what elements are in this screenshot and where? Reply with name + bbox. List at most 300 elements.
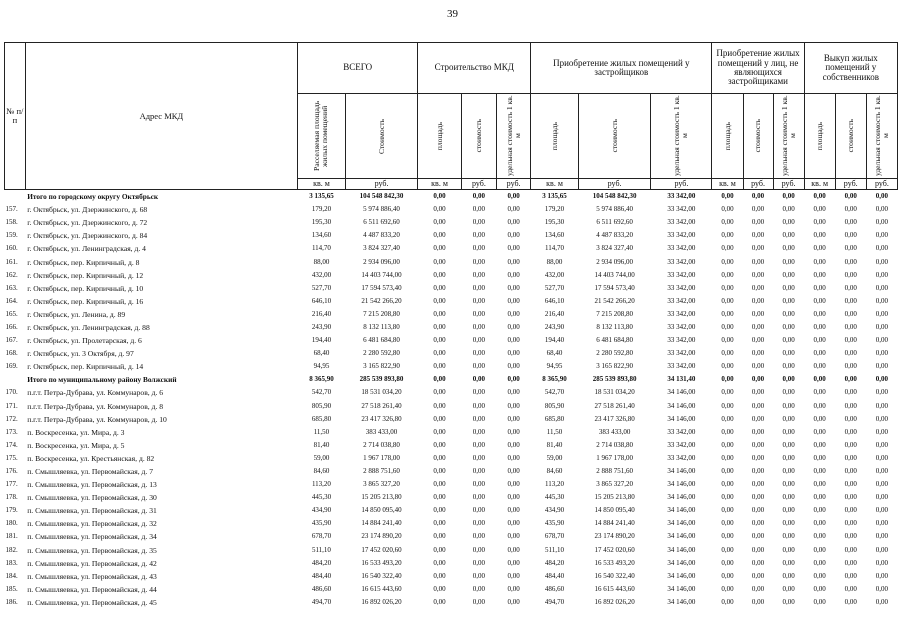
value-cell: 0,00 [813,453,826,462]
row-address: п. Смышляевка, ул. Первомайская, д. 31 [27,506,157,516]
value-cell: 33 342,00 [667,336,696,345]
value-cell: 0,00 [782,467,795,476]
value-cell: 0,00 [875,231,888,240]
value-cell: 0,00 [472,270,486,279]
value-cell: 0,00 [433,322,446,331]
table-row [5,282,898,295]
header-sub: удельная стоимость 1 кв. м [651,94,712,179]
value-cell: 0,00 [472,283,486,292]
value-cell: 0,00 [721,322,734,331]
value-cell: 34 146,00 [667,584,696,593]
unit-header: руб. [651,179,712,190]
value-cell: 0,00 [507,270,520,279]
value-cell: 0,00 [875,506,888,515]
value-cell: 0,00 [721,205,734,214]
table-row [5,308,898,321]
value-cell: 0,00 [813,205,826,214]
value-cell: 1 967 178,00 [596,453,633,462]
value-cell: 0,00 [433,493,446,502]
value-cell: 1 967 178,00 [363,453,400,462]
value-cell: 0,00 [844,375,857,384]
value-cell: 0,00 [507,545,520,554]
value-cell: 0,00 [875,440,888,449]
unit-header: руб. [578,179,651,190]
value-cell: 33 342,00 [667,362,696,371]
value-cell: 3 135,65 [542,192,567,201]
value-cell: 0,00 [472,453,486,462]
value-cell: 11,50 [313,427,330,436]
table-row [5,334,898,347]
value-cell: 0,00 [721,231,734,240]
value-cell: 0,00 [433,401,446,410]
value-cell: 34 146,00 [667,467,696,476]
row-number: 176. [5,467,18,476]
value-cell: 0,00 [813,270,826,279]
value-cell: 0,00 [844,427,857,436]
value-cell: 0,00 [751,270,765,279]
value-cell: 0,00 [875,218,888,227]
row-address: п. Смышляевка, ул. Первомайская, д. 7 [27,467,153,477]
value-cell: 0,00 [433,244,446,253]
value-cell: 81,40 [546,440,563,449]
value-cell: 0,00 [433,440,446,449]
value-cell: 6 481 684,80 [363,336,400,345]
value-cell: 0,00 [751,453,765,462]
value-cell: 0,00 [782,349,795,358]
value-cell: 0,00 [813,467,826,476]
value-cell: 6 511 692,60 [363,218,400,227]
value-cell: 0,00 [782,571,795,580]
value-cell: 805,90 [544,401,565,410]
value-cell: 0,00 [433,205,446,214]
value-cell: 0,00 [751,532,765,541]
value-cell: 0,00 [507,375,520,384]
value-cell: 0,00 [721,493,734,502]
value-cell: 14 403 744,00 [594,270,635,279]
value-cell: 0,00 [472,597,486,606]
value-cell: 0,00 [813,283,826,292]
value-cell: 0,00 [813,231,826,240]
value-cell: 511,10 [545,545,565,554]
value-cell: 0,00 [472,296,486,305]
row-number: 175. [5,453,18,462]
value-cell: 34 146,00 [667,414,696,423]
row-number: 168. [5,349,18,358]
unit-header: руб. [497,179,531,190]
unit-header: кв. м [712,179,743,190]
value-cell: 678,70 [311,532,332,541]
value-cell: 3 165 822,90 [363,362,400,371]
value-cell: 0,00 [472,571,486,580]
value-cell: 0,00 [433,336,446,345]
value-cell: 0,00 [433,270,446,279]
value-cell: 23 174 890,20 [361,532,402,541]
value-cell: 0,00 [844,493,857,502]
value-cell: 0,00 [782,388,795,397]
value-cell: 2 280 592,80 [596,349,633,358]
value-cell: 0,00 [813,257,826,266]
value-cell: 0,00 [782,584,795,593]
value-cell: 33 342,00 [667,205,696,214]
row-number: 185. [5,584,18,593]
value-cell: 0,00 [844,309,857,318]
subtotal-row [5,373,898,386]
table-row [5,583,898,596]
row-number: 167. [5,336,18,345]
value-cell: 179,20 [311,205,332,214]
value-cell: 0,00 [844,244,857,253]
value-cell: 0,00 [721,283,734,292]
row-address: п. Смышляевка, ул. Первомайская, д. 35 [27,545,157,555]
value-cell: 16 540 322,40 [594,571,635,580]
table-row [5,517,898,530]
row-address: п. Смышляевка, ул. Первомайская, д. 30 [27,493,157,503]
value-cell: 2 934 096,00 [596,257,633,266]
value-cell: 0,00 [813,440,826,449]
row-address: г. Октябрьск, ул. Дзержинского, д. 84 [27,231,148,241]
unit-header: руб. [743,179,773,190]
value-cell: 0,00 [507,388,520,397]
value-cell: 0,00 [507,401,520,410]
value-cell: 0,00 [721,296,734,305]
value-cell: 0,00 [782,283,795,292]
value-cell: 0,00 [472,231,486,240]
value-cell: 685,80 [544,414,565,423]
value-cell: 0,00 [813,532,826,541]
value-cell: 18 531 034,20 [594,388,635,397]
table-row [5,386,898,399]
header-sub: удельная стоимость 1 кв. м [497,94,531,179]
value-cell: 134,60 [544,231,565,240]
value-cell: 0,00 [813,597,826,606]
value-cell: 0,00 [844,506,857,515]
value-cell: 3 135,65 [309,192,334,201]
value-cell: 34 146,00 [667,388,696,397]
row-address: г. Октябрьск, ул. Дзержинского, д. 72 [27,218,148,228]
row-address: г. Октябрьск, пер. Кирпичный, д. 16 [27,296,144,306]
value-cell: 0,00 [721,218,734,227]
value-cell: 0,00 [472,205,486,214]
row-address: п. Воскресенка, ул. Крестьянская, д. 82 [27,453,155,463]
value-cell: 685,80 [311,414,332,423]
value-cell: 14 884 241,40 [361,519,402,528]
value-cell: 0,00 [721,571,734,580]
value-cell: 0,00 [875,545,888,554]
value-cell: 0,00 [782,336,795,345]
value-cell: 0,00 [751,218,765,227]
value-cell: 434,90 [311,506,332,515]
value-cell: 0,00 [433,414,446,423]
value-cell: 0,00 [844,218,857,227]
value-cell: 104 548 842,30 [359,192,404,201]
value-cell: 34 146,00 [667,571,696,580]
row-number: 184. [5,571,18,580]
value-cell: 0,00 [472,506,486,515]
value-cell: 285 539 893,80 [359,375,404,384]
value-cell: 0,00 [813,401,826,410]
value-cell: 8 365,90 [309,375,334,384]
value-cell: 17 594 573,40 [594,283,635,292]
value-cell: 8 365,90 [542,375,567,384]
value-cell: 0,00 [507,506,520,515]
row-number: 179. [5,506,18,515]
value-cell: 0,00 [813,322,826,331]
value-cell: 0,00 [472,388,486,397]
value-cell: 7 215 208,80 [596,309,633,318]
value-cell: 0,00 [721,401,734,410]
value-cell: 33 342,00 [667,427,696,436]
value-cell: 0,00 [507,414,520,423]
row-address: г. Октябрьск, ул. 3 Октября, д. 97 [27,349,134,359]
value-cell: 435,90 [544,519,565,528]
value-cell: 0,00 [751,362,765,371]
value-cell: 0,00 [875,336,888,345]
row-address: п. Смышляевка, ул. Первомайская, д. 42 [27,558,157,568]
value-cell: 17 594 573,40 [361,283,402,292]
row-number: 181. [5,532,18,541]
value-cell: 23 174 890,20 [594,532,635,541]
value-cell: 34 146,00 [667,532,696,541]
value-cell: 435,90 [311,519,332,528]
row-number: 173. [5,427,18,436]
value-cell: 68,40 [313,349,330,358]
value-cell: 0,00 [507,231,520,240]
value-cell: 0,00 [844,231,857,240]
value-cell: 0,00 [721,532,734,541]
value-cell: 0,00 [782,205,795,214]
value-cell: 0,00 [433,257,446,266]
value-cell: 0,00 [751,205,765,214]
value-cell: 33 342,00 [667,309,696,318]
value-cell: 0,00 [751,192,765,201]
value-cell: 0,00 [782,218,795,227]
value-cell: 0,00 [751,244,765,253]
row-address: г. Октябрьск, ул. Ленинградская, д. 88 [27,322,150,332]
value-cell: 0,00 [721,480,734,489]
value-cell: 0,00 [875,401,888,410]
value-cell: 59,00 [313,453,330,462]
value-cell: 0,00 [844,545,857,554]
value-cell: 527,70 [311,283,332,292]
value-cell: 0,00 [433,309,446,318]
value-cell: 33 342,00 [667,322,696,331]
value-cell: 0,00 [751,336,765,345]
value-cell: 14 403 744,00 [361,270,402,279]
value-cell: 0,00 [433,231,446,240]
value-cell: 0,00 [472,467,486,476]
value-cell: 0,00 [844,349,857,358]
value-cell: 0,00 [472,401,486,410]
unit-header: кв. м [804,179,835,190]
value-cell: 0,00 [751,427,765,436]
value-cell: 0,00 [472,584,486,593]
value-cell: 0,00 [751,309,765,318]
value-cell: 0,00 [472,192,486,201]
value-cell: 0,00 [875,558,888,567]
value-cell: 0,00 [472,440,486,449]
value-cell: 0,00 [813,296,826,305]
value-cell: 34 146,00 [667,493,696,502]
value-cell: 0,00 [751,375,765,384]
value-cell: 16 615 443,60 [594,584,635,593]
value-cell: 0,00 [844,467,857,476]
value-cell: 0,00 [472,414,486,423]
value-cell: 432,00 [311,270,332,279]
value-cell: 33 342,00 [667,231,696,240]
value-cell: 113,20 [545,480,565,489]
value-cell: 81,40 [313,440,330,449]
value-cell: 14 850 095,40 [594,506,635,515]
value-cell: 8 132 113,80 [596,322,633,331]
row-address: п. Воскресенка, ул. Мира, д. 5 [27,440,125,450]
value-cell: 0,00 [751,283,765,292]
value-cell: 0,00 [433,545,446,554]
value-cell: 18 531 034,20 [361,388,402,397]
value-cell: 34 146,00 [667,401,696,410]
value-cell: 0,00 [782,231,795,240]
value-cell: 16 540 322,40 [361,571,402,580]
row-number: 160. [5,244,18,253]
table-row [5,269,898,282]
table-row [5,478,898,491]
header-sub: стоимость [578,94,651,179]
value-cell: 0,00 [751,519,765,528]
value-cell: 0,00 [433,519,446,528]
table-row [5,413,898,426]
unit-header: руб. [835,179,866,190]
row-address: г. Октябрьск, пер. Кирпичный, д. 10 [27,283,144,293]
value-cell: 0,00 [813,519,826,528]
value-cell: 6 511 692,60 [596,218,633,227]
value-cell: 0,00 [875,205,888,214]
header-sub: площадь [418,94,462,179]
value-cell: 646,10 [311,296,332,305]
value-cell: 15 205 213,80 [594,493,635,502]
row-number: 178. [5,493,18,502]
value-cell: 0,00 [721,545,734,554]
value-cell: 14 850 095,40 [361,506,402,515]
value-cell: 0,00 [782,427,795,436]
value-cell: 0,00 [472,362,486,371]
value-cell: 243,90 [544,322,565,331]
value-cell: 0,00 [472,309,486,318]
table-row [5,426,898,439]
header-num: № п/п [5,43,26,190]
value-cell: 0,00 [721,519,734,528]
value-cell: 16 892 026,20 [361,597,402,606]
row-number: 164. [5,296,18,305]
value-cell: 0,00 [433,558,446,567]
value-cell: 0,00 [751,545,765,554]
housing-table [4,42,898,609]
value-cell: 646,10 [544,296,565,305]
row-number: 165. [5,309,18,318]
value-cell: 0,00 [507,493,520,502]
value-cell: 7 215 208,80 [363,309,400,318]
value-cell: 0,00 [433,388,446,397]
value-cell: 0,00 [433,480,446,489]
value-cell: 0,00 [721,375,734,384]
value-cell: 0,00 [875,597,888,606]
value-cell: 0,00 [844,597,857,606]
value-cell: 0,00 [721,244,734,253]
value-cell: 383 433,00 [365,427,398,436]
value-cell: 3 865 327,20 [596,480,633,489]
value-cell: 104 548 842,30 [592,192,637,201]
value-cell: 94,95 [313,362,330,371]
row-address: г. Октябрьск, пер. Кирпичный, д. 14 [27,362,144,372]
value-cell: 0,00 [751,296,765,305]
value-cell: 216,40 [544,309,565,318]
value-cell: 0,00 [813,218,826,227]
value-cell: 34 146,00 [667,558,696,567]
value-cell: 0,00 [875,349,888,358]
header-group-buyout: Выкуп жилых помещений у собственников [804,43,897,94]
value-cell: 285 539 893,80 [592,375,637,384]
value-cell: 678,70 [544,532,565,541]
value-cell: 0,00 [721,192,734,201]
row-address: г. Октябрьск, ул. Дзержинского, д. 68 [27,205,148,215]
value-cell: 0,00 [507,283,520,292]
value-cell: 0,00 [472,322,486,331]
value-cell: 0,00 [507,584,520,593]
value-cell: 3 824 327,40 [363,244,400,253]
value-cell: 0,00 [507,336,520,345]
value-cell: 33 342,00 [667,244,696,253]
row-number: 163. [5,283,18,292]
value-cell: 0,00 [875,375,888,384]
value-cell: 0,00 [844,440,857,449]
row-number: 174. [5,440,18,449]
value-cell: 33 342,00 [667,218,696,227]
value-cell: 179,20 [544,205,565,214]
row-number: 157. [5,205,18,214]
value-cell: 195,30 [544,218,565,227]
value-cell: 0,00 [751,467,765,476]
unit-header: кв. м [298,179,346,190]
header-sub: площадь [531,94,579,179]
table-row [5,242,898,255]
value-cell: 0,00 [507,205,520,214]
value-cell: 0,00 [844,532,857,541]
value-cell: 0,00 [813,545,826,554]
value-cell: 0,00 [721,558,734,567]
value-cell: 0,00 [782,322,795,331]
value-cell: 0,00 [782,440,795,449]
row-number: 166. [5,322,18,331]
value-cell: 14 884 241,40 [594,519,635,528]
row-address: п. Смышляевка, ул. Первомайская, д. 32 [27,519,157,529]
row-address: п. Смышляевка, ул. Первомайская, д. 44 [27,584,157,594]
value-cell: 33 342,00 [667,192,696,201]
value-cell: 0,00 [507,257,520,266]
value-cell: 0,00 [751,388,765,397]
value-cell: 33 342,00 [667,257,696,266]
value-cell: 0,00 [875,192,888,201]
row-address: г. Октябрьск, пер. Кирпичный, д. 8 [27,257,140,267]
value-cell: 0,00 [507,218,520,227]
value-cell: 0,00 [751,558,765,567]
row-address: п. Смышляевка, ул. Первомайская, д. 43 [27,571,157,581]
value-cell: 0,00 [433,296,446,305]
value-cell: 94,95 [546,362,563,371]
header-sub: площадь [804,94,835,179]
value-cell: 0,00 [782,453,795,462]
value-cell: 484,40 [544,571,565,580]
value-cell: 0,00 [751,231,765,240]
value-cell: 0,00 [721,467,734,476]
row-address: г. Октябрьск, ул. Ленинградская, д. 4 [27,244,146,254]
